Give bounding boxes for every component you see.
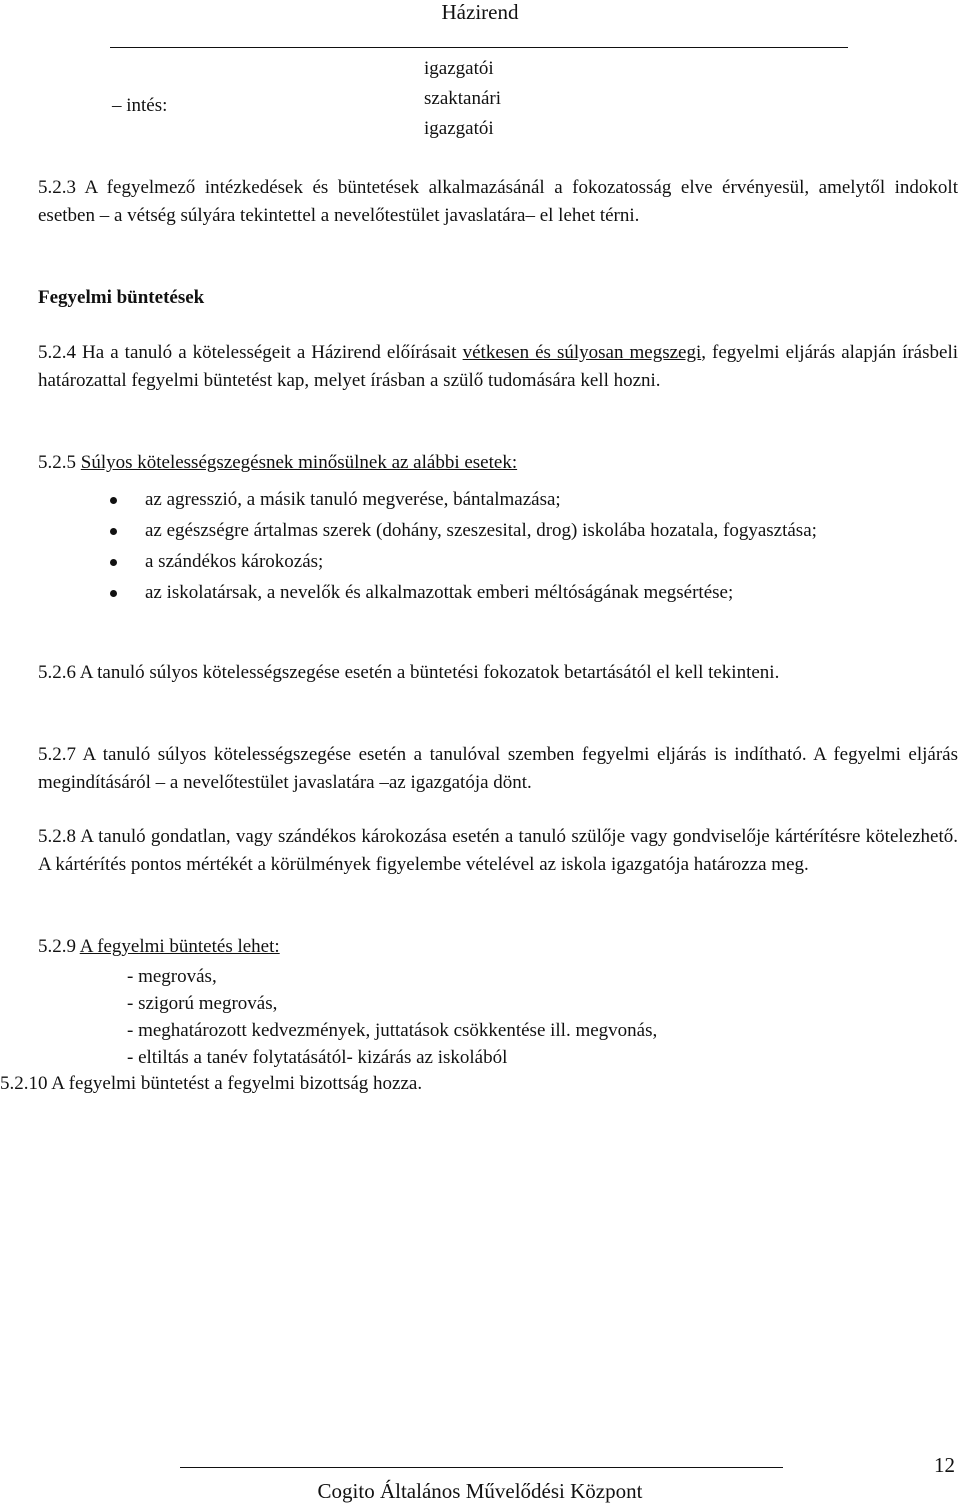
penalty-list [127,963,657,1071]
footer-divider [180,1467,783,1468]
page-number: 12 [934,1453,955,1477]
paragraph-number: 5.2.5 [38,452,81,473]
list-item-text: a szándékos károkozás; [145,551,324,572]
list-item: - megrovás, [127,966,217,987]
list-item-text: az egészségre ártalmas szerek (dohány, szeszesital, drog) iskolába hozatala, fogyasztása; [145,520,817,541]
bullet-icon [110,528,117,535]
paragraph-text: 5.2.4 Ha a tanuló a kötelességeit a Házirend előírásait [38,342,463,363]
paragraph-5-2-7: 5.2.7 A tanuló súlyos kötelességszegése esetén a tanulóval szemben fegyelmi eljárás is indítható. A fegyelmi eljárás megindításáról – a nevelőtestület javaslatára –az igazgatója dönt. [38,744,958,793]
paragraph-5-2-4 [38,339,958,395]
paragraph-text: , fegyelmi eljárás alapján írásbeli határozattal fegyelmi büntetést kap, melyet írásban a szülő tudomására kell hozni. [38,342,959,391]
header-divider [110,47,848,48]
underlined-phrase: vétkesen és súlyosan megszegi [462,342,702,363]
paragraph-5-2-8: 5.2.8 A tanuló gondatlan, vagy szándékos károkozása esetén a tanuló szülője vagy gondviselője kártérítésre kötelezhető. A kártérítés pontos mértékét a körülmények figyelembe vételével az iskola igazgatója határozza meg. [38,826,958,875]
paragraph-5-2-6: 5.2.6 A tanuló súlyos kötelességszegése esetén a büntetési fokozatok betartásától el kell tekinteni. [38,662,780,683]
list-item: - meghatározott kedvezmények, juttatások csökkentése ill. megvonás, [127,1020,658,1041]
footer-institution: Cogito Általános Művelődési Központ [317,1479,643,1503]
list-item [145,486,958,514]
list-item [145,517,958,545]
underlined-phrase: Súlyos kötelességszegésnek minősülnek az alábbi esetek: [80,452,518,473]
intes-label: – intés: [112,95,168,116]
intes-level: igazgatói [424,58,494,79]
list-item [145,579,958,607]
intes-levels [424,54,501,144]
violations-list [145,486,958,610]
list-item-text: az agresszió, a másik tanuló megverése, bántalmazása; [145,489,561,510]
header-title: Házirend [441,0,519,24]
paragraph-5-2-9 [38,933,958,961]
paragraph-number: 5.2.9 [38,936,80,957]
paragraph-5-2-10: 5.2.10 A fegyelmi büntetést a fegyelmi bizottság hozza. [0,1073,423,1094]
bullet-icon [110,559,117,566]
intes-level: igazgatói [424,118,494,139]
bullet-icon [110,590,117,597]
intes-level: szaktanári [424,88,502,109]
list-item-text: az iskolatársak, a nevelők és alkalmazottak emberi méltóságának megsértése; [145,582,734,603]
list-item: - szigorú megrovás, [127,993,278,1014]
paragraph-5-2-3: 5.2.3 A fegyelmező intézkedések és büntetések alkalmazásánál a fokozatosság elve érvényesül, amelytől indokolt esetben – a vétség súlyára tekintettel a nevelőtestület javaslatára– el lehet térni. [38,177,958,226]
list-item [145,548,958,576]
underlined-phrase: A fegyelmi büntetés lehet: [79,936,280,957]
section-heading-fegyelmi-buntetesek: Fegyelmi büntetések [38,287,205,308]
bullet-icon [110,497,117,504]
list-item: - eltiltás a tanév folytatásától- kizárás az iskolából [127,1047,508,1068]
paragraph-5-2-5 [38,449,958,477]
